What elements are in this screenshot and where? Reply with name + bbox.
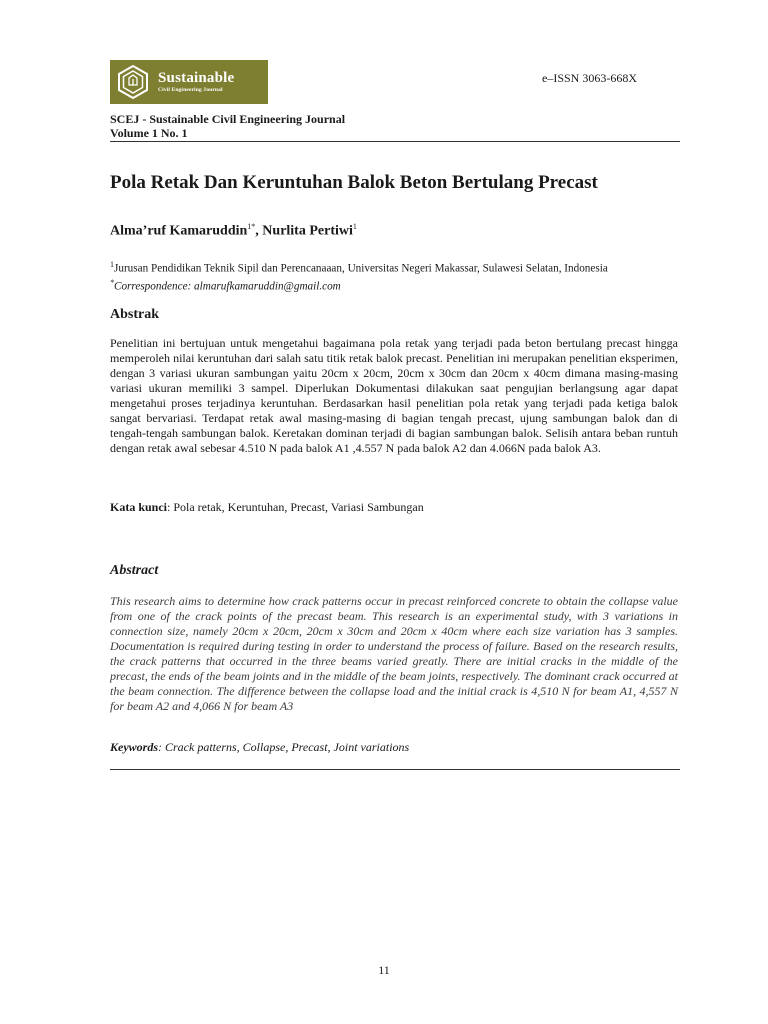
affiliation-block [110,258,690,293]
journal-logo [110,60,268,104]
kata-kunci [110,500,424,515]
keywords [110,740,409,755]
abstract-text: This research aims to determine how crack patterns occur in precast reinforced concrete to obtain the collapse value from one of the crack points of the precast beam. This research is an experimental study, with 3 variations in connection size, namely 20cm x 20cm, 20cm x 30cm and 20cm x 40cm where each size variation has 3 samples. Documentation is required during testing in order to understand the process of failure. Based on the research results, the crack patterns that occurred in the three beams varied greatly. There are initial cracks in the middle of the precast, the ends of the beam joints and in the middle of the beam joints, respectively. The dominant crack occurred at the beam connection. The difference between the collapse load and the initial crack is 4,510 N for beam A1, 4,557 N for beam A2 and 4,066 N for beam A3 [110,594,678,713]
author-affiliation-mark: 1* [247,222,256,231]
kata-kunci-values: : Pola retak, Keruntuhan, Precast, Variasi Sambungan [167,500,424,514]
affiliation-text: Jurusan Pendidikan Teknik Sipil dan Perencanaaan, Universitas Negeri Makassar, Sulawesi Selatan, Indonesia [114,262,608,275]
journal-volume: Volume 1 No. 1 [110,126,188,140]
logo-title: Sustainable [158,69,235,86]
author-affiliation-mark: 1 [352,222,357,231]
logo-subtitle: Civil Engineering Journal [158,86,223,93]
kata-kunci-label: Kata kunci [110,500,168,514]
keywords-label: Keywords [110,740,158,754]
header-divider [110,141,680,142]
page-number: 11 [378,963,390,977]
author-name: Nurlita Pertiwi [262,223,353,239]
affiliation-mark: 1 [110,260,114,269]
article-title: Pola Retak Dan Keruntuhan Balok Beton Bertulang Precast [110,172,598,193]
author-separator: , [255,223,263,239]
abstrak-text: Penelitian ini bertujuan untuk mengetahui bagaimana pola retak yang terjadi pada beton bertulang precast hingga memperoleh nilai keruntuhan dari salah satu titik retak balok precast. Penelitian ini merupakan penelitian eksperimen, dengan 3 variasi ukuran sambungan yaitu 20cm x 20cm, 20cm x 30cm dan 20cm x 40cm dimana masing-masing variasi ukuran memiliki 3 sampel. Diperlukan Dokumentasi dilakukan saat pengujian berlangsung agar dapat mengetahui proses terjadinya keruntuhan. Berdasarkan hasil penelitian pola retak yang terjadi pada ketiga balok sangat bervariasi. Terdapat retak awal masing-masing di bagian tengah precast, ujung sambungan balok dan di tengah-tengah sambungan balok. Keretakan dominan terjadi di bagian sambungan balok. Selisih antara beban runtuh dengan retak awal sebesar 4.510 N pada balok A1 ,4.557 N pada balok A2 dan 4.066N pada balok A3. [110,336,678,455]
hexagon-emblem-icon [116,64,150,100]
abstract-heading: Abstract [110,563,159,578]
correspondence-email: Correspondence: almarufkamaruddin@gmail.com [114,280,341,293]
issn-label: e–ISSN 3063-668X [542,71,637,85]
abstrak-heading: Abstrak [110,307,160,322]
journal-name: SCEJ - Sustainable Civil Engineering Journal [110,112,346,126]
correspondence-mark: * [110,277,114,287]
journal-info [110,112,345,140]
author-list [110,222,357,240]
keywords-values: : Crack patterns, Collapse, Precast, Joint variations [158,740,410,754]
author-name: Alma’ruf Kamaruddin [110,223,248,239]
abstract-divider [110,769,680,770]
